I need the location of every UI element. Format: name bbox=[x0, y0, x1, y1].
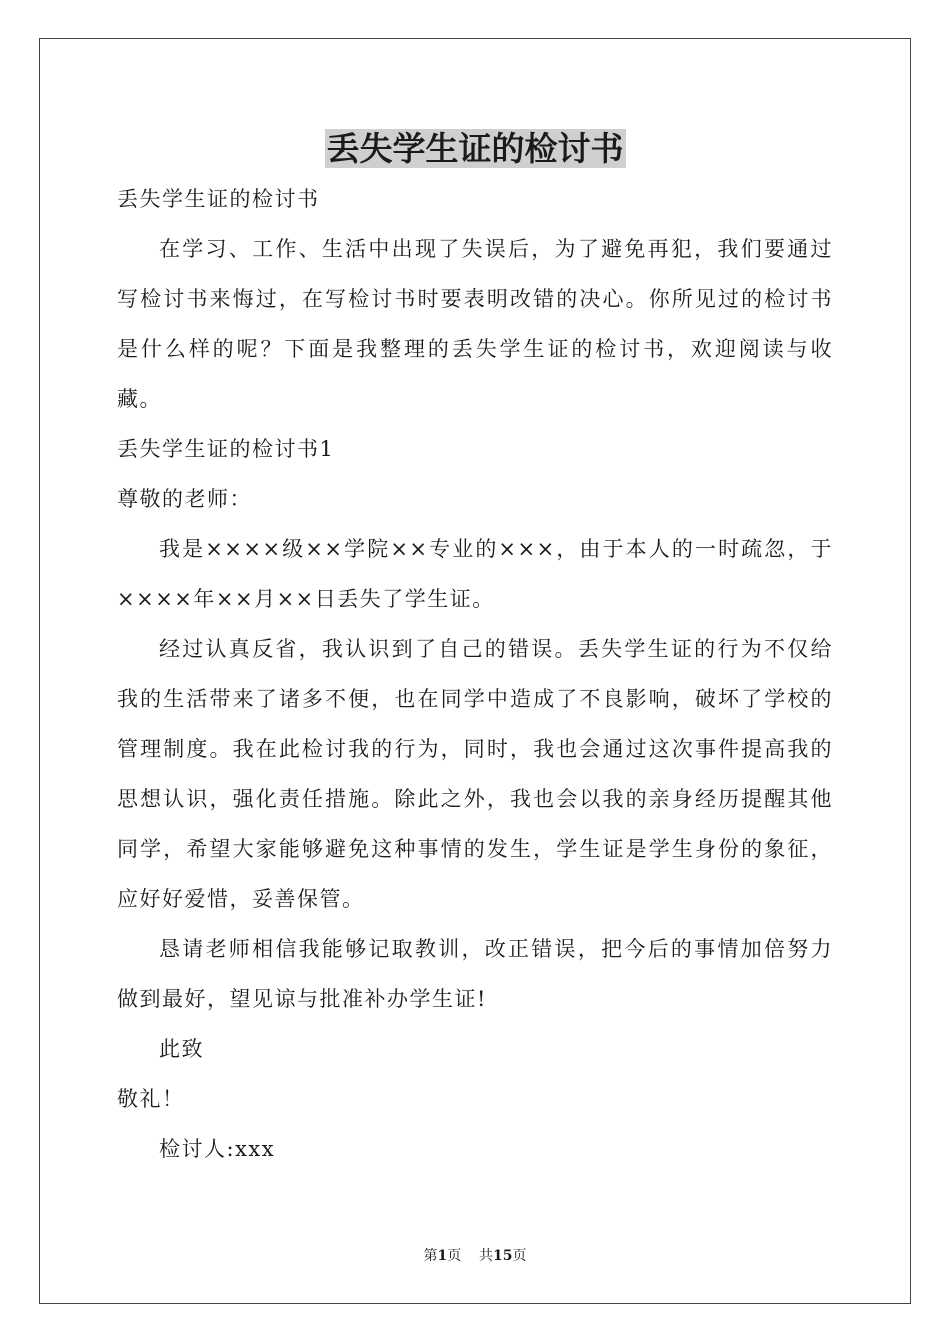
section-heading: 丢失学生证的检讨书1 bbox=[117, 437, 335, 461]
paragraph: 经过认真反省，我认识到了自己的错误。丢失学生证的行为不仅给我的生活带来了诸多不便，也在同学中造成了不良影响，破坏了学校的管理制度。我在此检讨我的行为，同时，我也会通过这次事件提高我的思想认识，强化责任措施。除此之外，我也会以我的亲身经历提醒其他同学，希望大家能够避免这种事情的发生，学生证是学生身份的象征，应好好爱惜，妥善保管。 bbox=[117, 637, 833, 911]
footer-total-pages: 15 bbox=[493, 1248, 513, 1264]
salutation: 尊敬的老师： bbox=[117, 487, 252, 511]
footer-page-number: 1 bbox=[437, 1248, 448, 1264]
paragraph: 恳请老师相信我能够记取教训，改正错误，把今后的事情加倍努力做到最好，望见谅与批准补办学生证! bbox=[117, 937, 833, 1011]
page-footer bbox=[0, 1247, 950, 1265]
footer-total-prefix: 共 bbox=[479, 1248, 494, 1264]
paragraph: 丢失学生证的检讨书 bbox=[117, 187, 320, 211]
paragraph: 我是××××级××学院××专业的×××，由于本人的一时疏忽，于××××年××月××日丢失了学生证。 bbox=[117, 537, 833, 611]
closing-line: 此致 bbox=[159, 1037, 204, 1061]
signature-line: 检讨人:xxx bbox=[159, 1137, 276, 1161]
footer-page-unit: 页 bbox=[447, 1248, 462, 1264]
footer-prefix: 第 bbox=[423, 1248, 438, 1264]
footer-total-unit: 页 bbox=[512, 1248, 527, 1264]
document-body bbox=[117, 174, 833, 1174]
closing-greeting: 敬礼！ bbox=[117, 1087, 185, 1111]
document-title-text: 丢失学生证的检讨书 bbox=[326, 129, 624, 168]
document-title bbox=[0, 128, 950, 170]
paragraph: 在学习、工作、生活中出现了失误后，为了避免再犯，我们要通过写检讨书来悔过，在写检讨书时要表明改错的决心。你所见过的检讨书是什么样的呢？下面是我整理的丢失学生证的检讨书，欢迎阅读与收藏。 bbox=[117, 237, 833, 411]
